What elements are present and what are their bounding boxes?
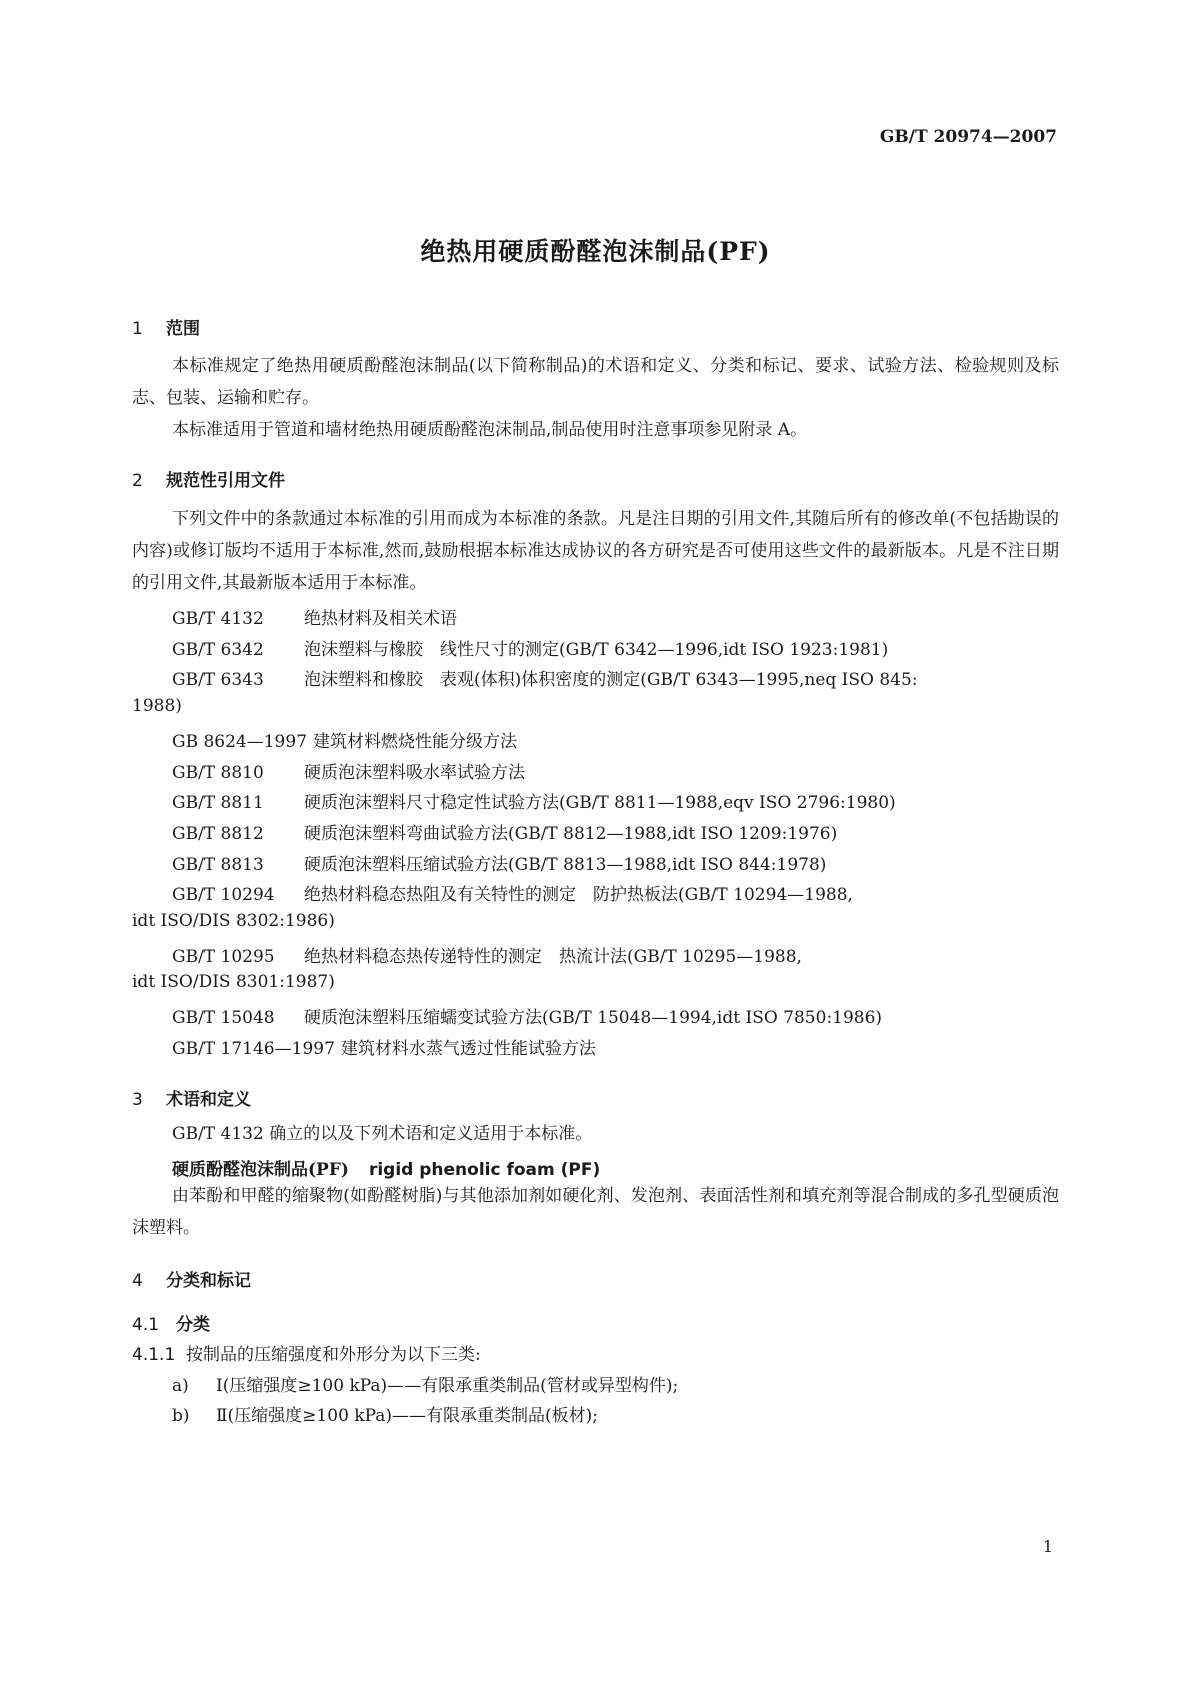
page-number: 1 [1042,1537,1053,1556]
reference-item: GB/T 15048 硬质泡沫塑料压缩蠕变试验方法(GB/T 15048—1994,idt ISO 7850:1986) [172,1008,883,1028]
section-number: 4 [132,1271,143,1291]
reference-item: GB 8624—1997 建筑材料燃烧性能分级方法 [172,732,518,752]
section-3-heading [132,1085,251,1110]
reference-item: GB/T 4132 绝热材料及相关术语 [172,609,457,629]
section-number: 2 [132,471,143,491]
section-number: 1 [132,319,143,339]
section-title: 规范性引用文件 [166,471,285,491]
reference-item: GB/T 8810 硬质泡沫塑料吸水率试验方法 [172,763,525,783]
term-definition: 由苯酚和甲醛的缩聚物(如酚醛树脂)与其他添加剂如硬化剂、发泡剂、表面活性剂和填充剂等混合制成的多孔型硬质泡沫塑料。 [132,1186,1059,1238]
subsection-4-1-heading [132,1310,210,1335]
term-chinese: 硬质酚醛泡沫制品(PF) [172,1160,349,1180]
document-title: 绝热用硬质酚醛泡沫制品(PF) [420,237,771,266]
term-heading [172,1155,600,1180]
reference-item: GB/T 6343 泡沫塑料和橡胶 表观(体积)体积密度的测定(GB/T 6343—1995,neq ISO 845: [172,670,918,690]
section-title: 范围 [166,319,200,339]
section-1-heading [132,314,200,339]
standard-code: GB/T 20974—2007 [879,127,1057,147]
reference-item: GB/T 8811 硬质泡沫塑料尺寸稳定性试验方法(GB/T 8811—1988,eqv ISO 2796:1980) [172,793,896,813]
section-title: 术语和定义 [166,1090,251,1110]
section-2-intro: 下列文件中的条款通过本标准的引用而成为本标准的条款。凡是注日期的引用文件,其随后所有的修改单(不包括勘误的内容)或修订版均不适用于本标准,然而,鼓励根据本标准达成协议的各方研究是否可使用这些文件的最新版本。凡是不注日期的引用文件,其最新版本适用于本标准。 [132,509,1059,593]
section-title: 分类和标记 [166,1271,251,1291]
section-3-paragraph: GB/T 4132 确立的以及下列术语和定义适用于本标准。 [172,1124,593,1144]
reference-item-continuation: idt ISO/DIS 8301:1987) [132,972,335,992]
subsection-number: 4.1 [132,1315,160,1335]
list-item: b) Ⅱ(压缩强度≥100 kPa)——有限承重类制品(板材); [172,1406,599,1426]
term-english: rigid phenolic foam (PF) [368,1160,601,1180]
reference-item-continuation: idt ISO/DIS 8302:1986) [132,911,335,931]
reference-item: GB/T 10294 绝热材料稳态热阻及有关特性的测定 防护热板法(GB/T 10294—1988, [172,885,853,905]
clause-4-1-1 [132,1340,481,1365]
subsection-title: 分类 [176,1315,210,1335]
section-1-paragraph-1: 本标准规定了绝热用硬质酚醛泡沫制品(以下简称制品)的术语和定义、分类和标记、要求、试验方法、检验规则及标志、包装、运输和贮存。 [132,356,1059,408]
clause-number: 4.1.1 [132,1345,176,1365]
reference-item: GB/T 10295 绝热材料稳态热传递特性的测定 热流计法(GB/T 10295—1988, [172,947,802,967]
reference-item: GB/T 8812 硬质泡沫塑料弯曲试验方法(GB/T 8812—1988,idt ISO 1209:1976) [172,824,838,844]
reference-item-continuation: 1988) [132,696,182,716]
section-number: 3 [132,1090,143,1110]
reference-item: GB/T 6342 泡沫塑料与橡胶 线性尺寸的测定(GB/T 6342—1996,idt ISO 1923:1981) [172,640,889,660]
clause-text: 按制品的压缩强度和外形分为以下三类: [186,1345,481,1365]
section-2-heading [132,466,285,491]
reference-item: GB/T 8813 硬质泡沫塑料压缩试验方法(GB/T 8813—1988,idt ISO 844:1978) [172,855,827,875]
list-item: a) Ⅰ(压缩强度≥100 kPa)——有限承重类制品(管材或异型构件); [172,1376,679,1396]
reference-item: GB/T 17146—1997 建筑材料水蒸气透过性能试验方法 [172,1039,596,1059]
section-4-heading [132,1266,251,1291]
section-1-paragraph-2: 本标准适用于管道和墙材绝热用硬质酚醛泡沫制品,制品使用时注意事项参见附录 A。 [172,420,808,440]
